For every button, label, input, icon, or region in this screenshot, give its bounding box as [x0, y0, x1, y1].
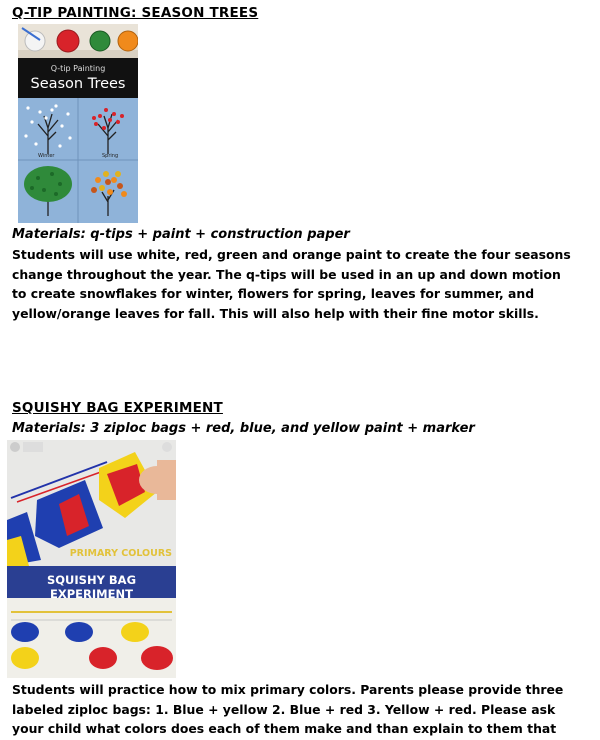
- qtip-season-trees-image: [18, 24, 138, 223]
- image-caption-large: SQUISHY BAG EXPERIMENT: [46, 573, 137, 601]
- season-label-winter: Winter: [38, 153, 55, 159]
- description-squishy-bag: Students will practice how to mix primary colors. Parents please provide three labeled ziploc bags: 1. Blue + yellow 2. Blue + red 3. Yellow + red. Please ask your child what colors does each of them make and than explain to them that: [12, 682, 564, 737]
- image-title-large: Season Trees: [30, 76, 126, 92]
- section-heading-qtip: Q-TIP PAINTING: SEASON TREES: [12, 5, 259, 21]
- squishy-bag-image: [7, 440, 176, 678]
- materials-squishy-bag: Materials: 3 ziploc bags + red, blue, and yellow paint + marker: [12, 421, 475, 436]
- section-heading-squishy-bag: SQUISHY BAG EXPERIMENT: [12, 400, 223, 416]
- image-title-small: Q-tip Painting: [50, 64, 106, 73]
- description-qtip: Students will use white, red, green and orange paint to create the four seasons change throughout the year. The q-tips will be used in an up and down motion to create snowflakes for winter, flowers for spring, leaves for summer, and yellow/orange leaves for fall. This will also help with their fine motor skills.: [12, 247, 571, 321]
- materials-qtip: Materials: q-tips + paint + construction paper: [12, 227, 350, 242]
- season-label-spring: Spring: [102, 153, 119, 159]
- image-caption-small: PRIMARY COLOURS: [69, 548, 172, 559]
